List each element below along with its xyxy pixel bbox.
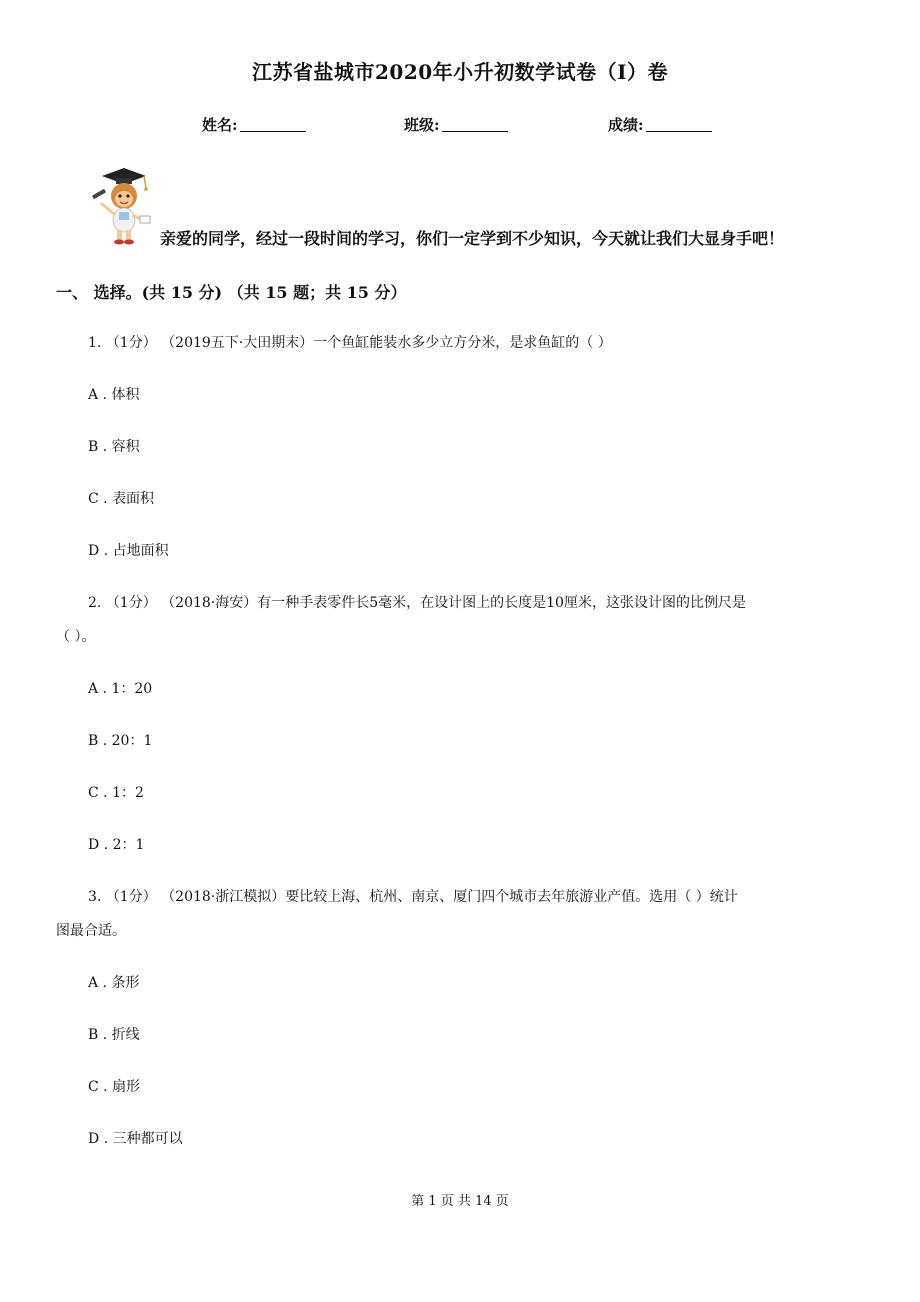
question-3-option-d[interactable]: D . 三种都可以 <box>88 1131 183 1147</box>
question-2-option-c[interactable]: C . 1：2 <box>88 785 144 801</box>
page-footer: 第 1 页 共 14 页 <box>411 1194 509 1209</box>
question-3-text: 3. （1分） （2018·浙江模拟）要比较上海、杭州、南京、厦门四个城市去年旅游业产值。选用（ ）统计 <box>88 889 738 905</box>
name-label: 姓名: <box>202 116 238 134</box>
class-field[interactable] <box>404 114 508 135</box>
name-field[interactable] <box>202 114 306 135</box>
question-3-option-b[interactable]: B . 折线 <box>88 1027 140 1043</box>
question-2-text-cont: （ ）。 <box>56 629 96 645</box>
class-label: 班级: <box>404 116 440 134</box>
question-1-text: 1. （1分） （2019五下·大田期末）一个鱼缸能装水多少立方分米，是求鱼缸的（ ） <box>88 335 612 351</box>
student-info-row <box>0 114 920 138</box>
score-label: 成绩: <box>608 116 644 134</box>
question-2-text: 2. （1分） （2018·海安）有一种手表零件长5毫米，在设计图上的长度是10厘米，这张设计图的比例尺是 <box>88 595 746 611</box>
question-3-text-cont: 图最合适。 <box>56 923 126 939</box>
exam-title: 江苏省盐城市2020年小升初数学试卷（I）卷 <box>251 60 669 84</box>
question-2-option-d[interactable]: D . 2：1 <box>88 837 145 853</box>
name-blank[interactable] <box>240 117 306 132</box>
greeting-text: 亲爱的同学，经过一段时间的学习，你们一定学到不少知识，今天就让我们大显身手吧！ <box>160 229 785 248</box>
question-1-option-c[interactable]: C . 表面积 <box>88 491 155 507</box>
question-3-option-a[interactable]: A . 条形 <box>88 975 140 991</box>
section-title: 一、 选择。(共 15 分) （共 15 题；共 15 分） <box>56 283 407 302</box>
student-mascot-icon <box>88 164 154 246</box>
question-2-option-a[interactable]: A . 1：20 <box>88 681 153 697</box>
score-blank[interactable] <box>646 117 712 132</box>
question-1-option-b[interactable]: B . 容积 <box>88 439 140 455</box>
question-1-option-d[interactable]: D . 占地面积 <box>88 543 169 559</box>
score-field[interactable] <box>608 114 712 135</box>
question-3-option-c[interactable]: C . 扇形 <box>88 1079 141 1095</box>
class-blank[interactable] <box>442 117 508 132</box>
question-2-option-b[interactable]: B . 20：1 <box>88 733 153 749</box>
question-1-option-a[interactable]: A . 体积 <box>88 387 140 403</box>
